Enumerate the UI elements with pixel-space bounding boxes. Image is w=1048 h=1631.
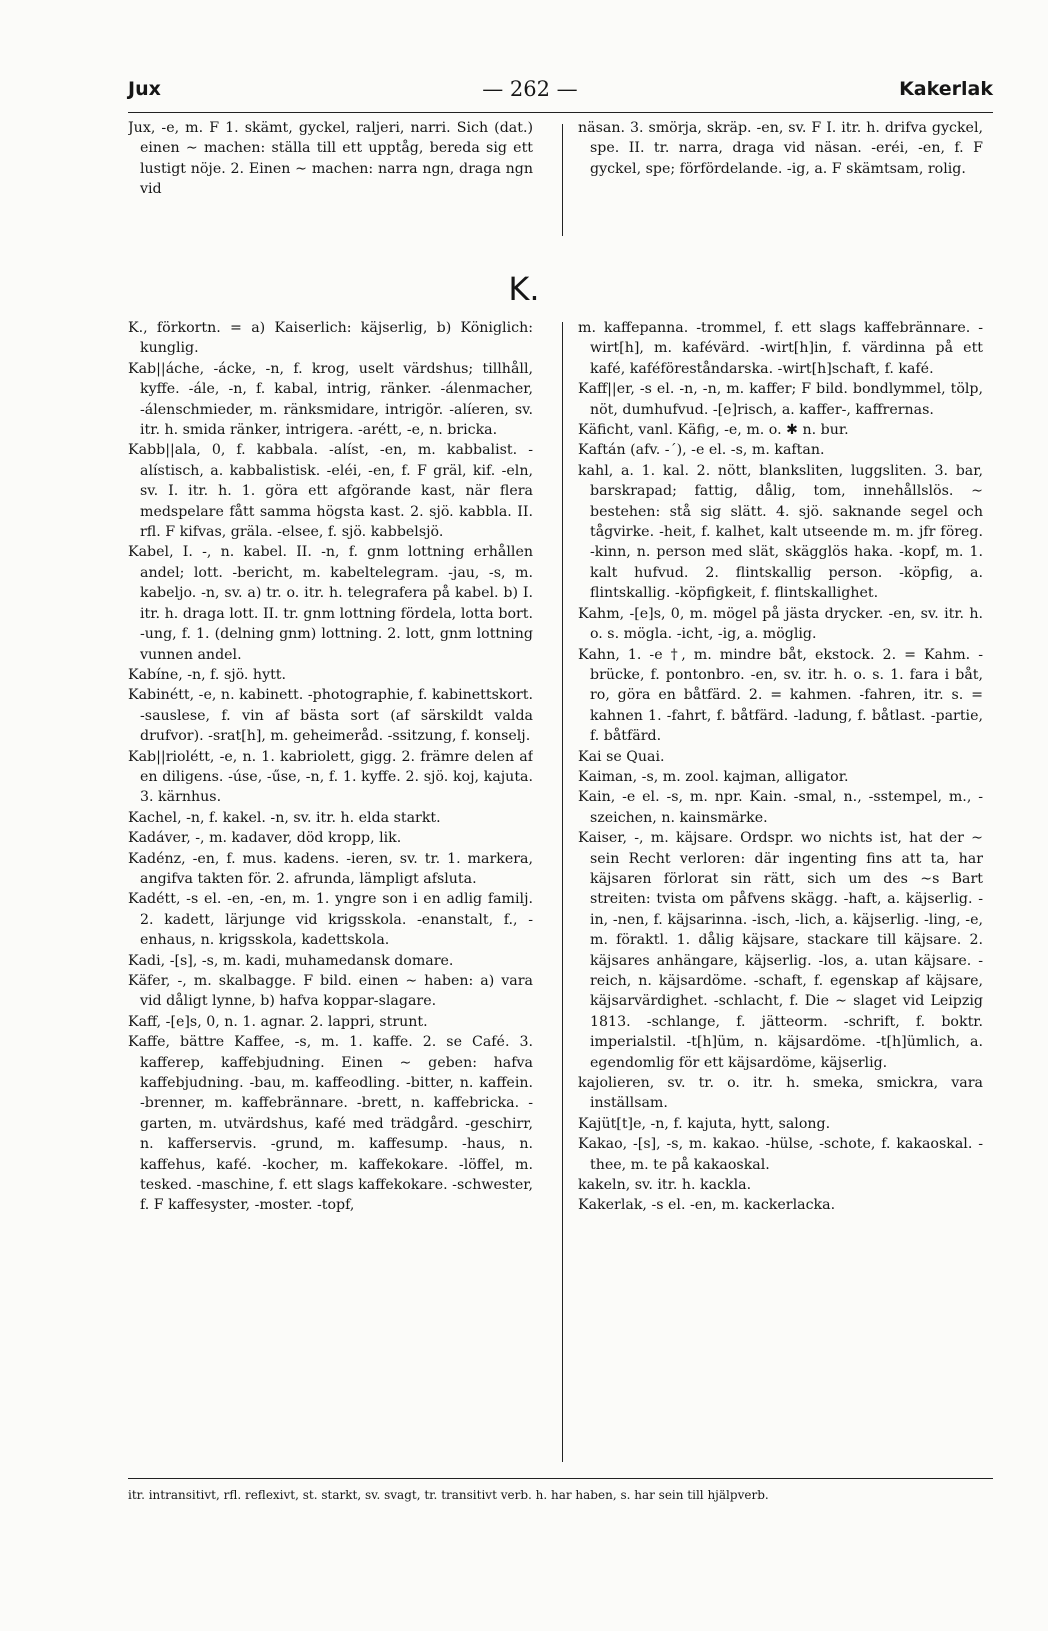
entry: Kadétt, -s el. -en, -en, m. 1. yngre son i en adlig familj. 2. kadett, lärjunge vid krigsskola. -enanstalt, f., -enhaus, n. krigsskola, kadettskola.	[128, 891, 533, 949]
entry: näsan. 3. smörja, skräp. -en, sv. F I. itr. h. drifva gyckel, spe. II. tr. narra, draga vid näsan. -eréi, -en, f. F gyckel, spe; förfördelande. -ig, a. F skämtsam, rolig.	[578, 120, 983, 177]
entry: Kahn, 1. -e †, m. mindre båt, ekstock. 2. = Kahm. -brücke, f. pontonbro. -en, sv. itr. h. o. s. 1. fara i båt, ro, göra en båtfärd. 2. = kahmen. -fahren, itr. s. = kahnen 1. -fahrt, f. båtfärd. -ladung, f. båtlast. -partie, f. båtfärd.	[578, 646, 983, 745]
entry: K., förkortn. = a) Kaiserlich: käjserlig, b) Königlich: kunglig.	[128, 320, 533, 357]
entry: Kaftán (afv. -´), -e el. -s, m. kaftan.	[578, 442, 825, 459]
entry: Kadénz, -en, f. mus. kadens. -ieren, sv. tr. 1. markera, angifva takten för. 2. afrunda, lämpligt afsluta.	[128, 850, 533, 887]
page-number: — 262 —	[482, 77, 578, 101]
entry: Kaffe, bättre Kaffee, -s, m. 1. kaffe. 2. se Café. 3. kafferep, kaffebjudning. Einen ∼ geben: hafva kaffebjudning. -bau, m. kaffeodling. -bitter, n. kaffein. -brenner, m. kaffebrännare. -brett, n. kaffebricka. -garten, m. utvärdshus, kafé med trädgård. -geschirr, n. kafferservis. -grund, m. kaffesump. -haus, n. kaffehus, kafé. -kocher, m. kaffekokare. -löffel, m. tesked. -maschine, f. ett slags kaffekokare. -schwester, f. F kaffesyster, -moster. -topf,	[128, 1034, 533, 1214]
header-rule	[128, 112, 993, 113]
entry: kakeln, sv. itr. h. kackla.	[578, 1177, 752, 1194]
entry: Kachel, -n, f. kakel. -n, sv. itr. h. elda starkt.	[128, 809, 441, 826]
top-right-column	[578, 118, 983, 242]
entry: Kai se Quai.	[578, 748, 665, 765]
section-letter: K.	[508, 270, 540, 308]
entry: kahl, a. 1. kal. 2. nött, blanksliten, luggsliten. 3. bar, barskrapad; fattig, dålig, tom, innehållslös. ∼ bestehen: stå sig slätt. 4. sjö. saknande segel och tågvirke. -heit, f. kalhet, kalt utseende m. m. jfr föreg. -kinn, n. person med slät, skägglös haka. -kopf, m. 1. kalt hufvud. 2. flintskallig person. -köpfig, a. flintskallig. -köpfigkeit, f. flintskallighet.	[578, 462, 983, 602]
entry: Jux, -e, m. F 1. skämt, gyckel, raljeri, narri. Sich (dat.) einen ∼ machen: ställa till ett upptåg, bereda sig ett lustigt nöje. 2. Einen ∼ machen: narra ngn, draga ngn vid	[128, 120, 533, 198]
left-column	[128, 318, 533, 1468]
entry: Kabíne, -n, f. sjö. hytt.	[128, 666, 287, 683]
entry: Kab||áche, -ácke, -n, f. krog, uselt värdshus; tillhåll, kyffe. -ále, -n, f. kabal, intrig, ränker. -álenmacher, -álenschmieder, m. ränksmidare, intrigör. -alíeren, sv. itr. h. smida ränker, intrigera. -arétt, -e, n. bricka.	[128, 360, 533, 439]
header-last-word: Kakerlak	[899, 78, 993, 100]
entry: Kab||riolétt, -e, n. 1. kabriolett, gigg. 2. främre delen af en diligens. -úse, -űse, -n, f. 1. kyffe. 2. sjö. koj, kajuta. 3. kärnhus.	[128, 748, 533, 806]
entry: Kaiser, -, m. käjsare. Ordspr. wo nichts ist, hat der ∼ sein Recht verloren: där ingenting fins att ta, har käjsaren förlorat sin rätt, sich um des ∼s Bart streiten: tvista om påfvens skägg. -haft, a. käjserlig. -in, -nen, f. käjsarinna. -isch, -lich, a. käjserlig. -ling, -e, m. föraktl. 1. dålig käjsare, stackare till käjsare. 2. käjsares anhängare, käjserlig. -los, a. utan käjsare. -reich, n. käjsardöme. -schaft, f. egenskap af käjsare, käjsarvärdighet. -schlacht, f. Die ∼ slaget vid Leipzig 1813. -schlange, f. jätteorm. -schrift, f. boktr. imperialstil. -t[h]üm, n. käjsardöme. -t[h]ümlich, a. egendomlig för ett käjsardöme, käjserlig.	[578, 830, 983, 1071]
entry: Käficht, vanl. Käfig, -e, m. o. ✱ n. bur.	[578, 422, 849, 439]
entry: Kaff||er, -s el. -n, -n, m. kaffer; F bild. bondlymmel, tölp, nöt, dumhufvud. -[e]risch, a. kaffer-, kaffrernas.	[578, 381, 983, 418]
entry: kajolieren, sv. tr. o. itr. h. smeka, smickra, vara inställsam.	[578, 1075, 983, 1112]
entry: Kabb||ala, 0, f. kabbala. -alíst, -en, m. kabbalist. -alístisch, a. kabbalistisk. -eléi, -en, f. F gräl, kif. -eln, sv. I. itr. h. 1. göra ett afgörande kast, när flera medspelare fått samma högsta kast. 2. sjö. kabbla. II. rfl. F kifvas, gräla. -elsee, f. sjö. kabbelsjö.	[128, 442, 533, 541]
entry: Kajüt[t]e, -n, f. kajuta, hytt, salong.	[578, 1115, 831, 1132]
entry: Kabel, I. -, n. kabel. II. -n, f. gnm lottning erhållen andel; lott. -bericht, m. kabeltelegram. -jau, -s, m. kabeljo. -n, sv. a) tr. o. itr. h. telegrafera på kabel. b) I. itr. h. draga lott. II. tr. gnm lottning fördela, lotta bort. -ung, f. 1. (delning gnm) lottning. 2. lott, gnm lottning vunnen andel.	[128, 544, 533, 663]
entry: Kadi, -[s], -s, m. kadi, muhamedansk domare.	[128, 952, 454, 969]
entry: Kahm, -[e]s, 0, m. mögel på jästa drycker. -en, sv. itr. h. o. s. mögla. -icht, -ig, a. möglig.	[578, 605, 983, 643]
entry: Kabinétt, -e, n. kabinett. -photographie, f. kabinettskort. -sauslese, f. vin af bästa sort (af särskildt valda drufvor). -srat[h], m. geheimeråd. -ssitzung, f. konselj.	[128, 687, 533, 745]
abbreviation-footer: itr. intransitivt, rfl. reflexivt, st. starkt, sv. svagt, tr. transitivt verb. h. har haben, s. har sein till hjälpverb.	[128, 1488, 769, 1502]
entry: m. kaffepanna. -trommel, f. ett slags kaffebrännare. -wirt[h], m. kafévärd. -wirt[h]in, f. värdinna på ett kafé, kaféföreståndarska. -wirt[h]schaft, f. kafé.	[578, 320, 983, 377]
column-divider-top	[562, 124, 563, 236]
right-column	[578, 318, 983, 1468]
running-header	[128, 72, 993, 106]
footer-rule	[128, 1478, 993, 1479]
entry: Kadáver, -, m. kadaver, död kropp, lik.	[128, 830, 402, 847]
column-divider	[562, 322, 563, 1462]
header-first-word: Jux	[128, 78, 161, 100]
entry: Kain, -e el. -s, m. npr. Kain. -smal, n., -sstempel, m., -szeichen, n. kainsmärke.	[578, 789, 983, 826]
entry: Käfer, -, m. skalbagge. F bild. einen ∼ haben: a) vara vid dåligt lynne, b) hafva koppar-slagare.	[128, 973, 533, 1010]
entry: Kaff, -[e]s, 0, n. 1. agnar. 2. lappri, strunt.	[128, 1013, 428, 1030]
top-left-column	[128, 118, 533, 242]
entry: Kaiman, -s, m. zool. kajman, alligator.	[578, 768, 849, 785]
entry: Kakao, -[s], -s, m. kakao. -hülse, -schote, f. kakaoskal. -thee, m. te på kakaoskal.	[578, 1136, 983, 1173]
entry: Kakerlak, -s el. -en, m. kackerlacka.	[578, 1197, 836, 1214]
